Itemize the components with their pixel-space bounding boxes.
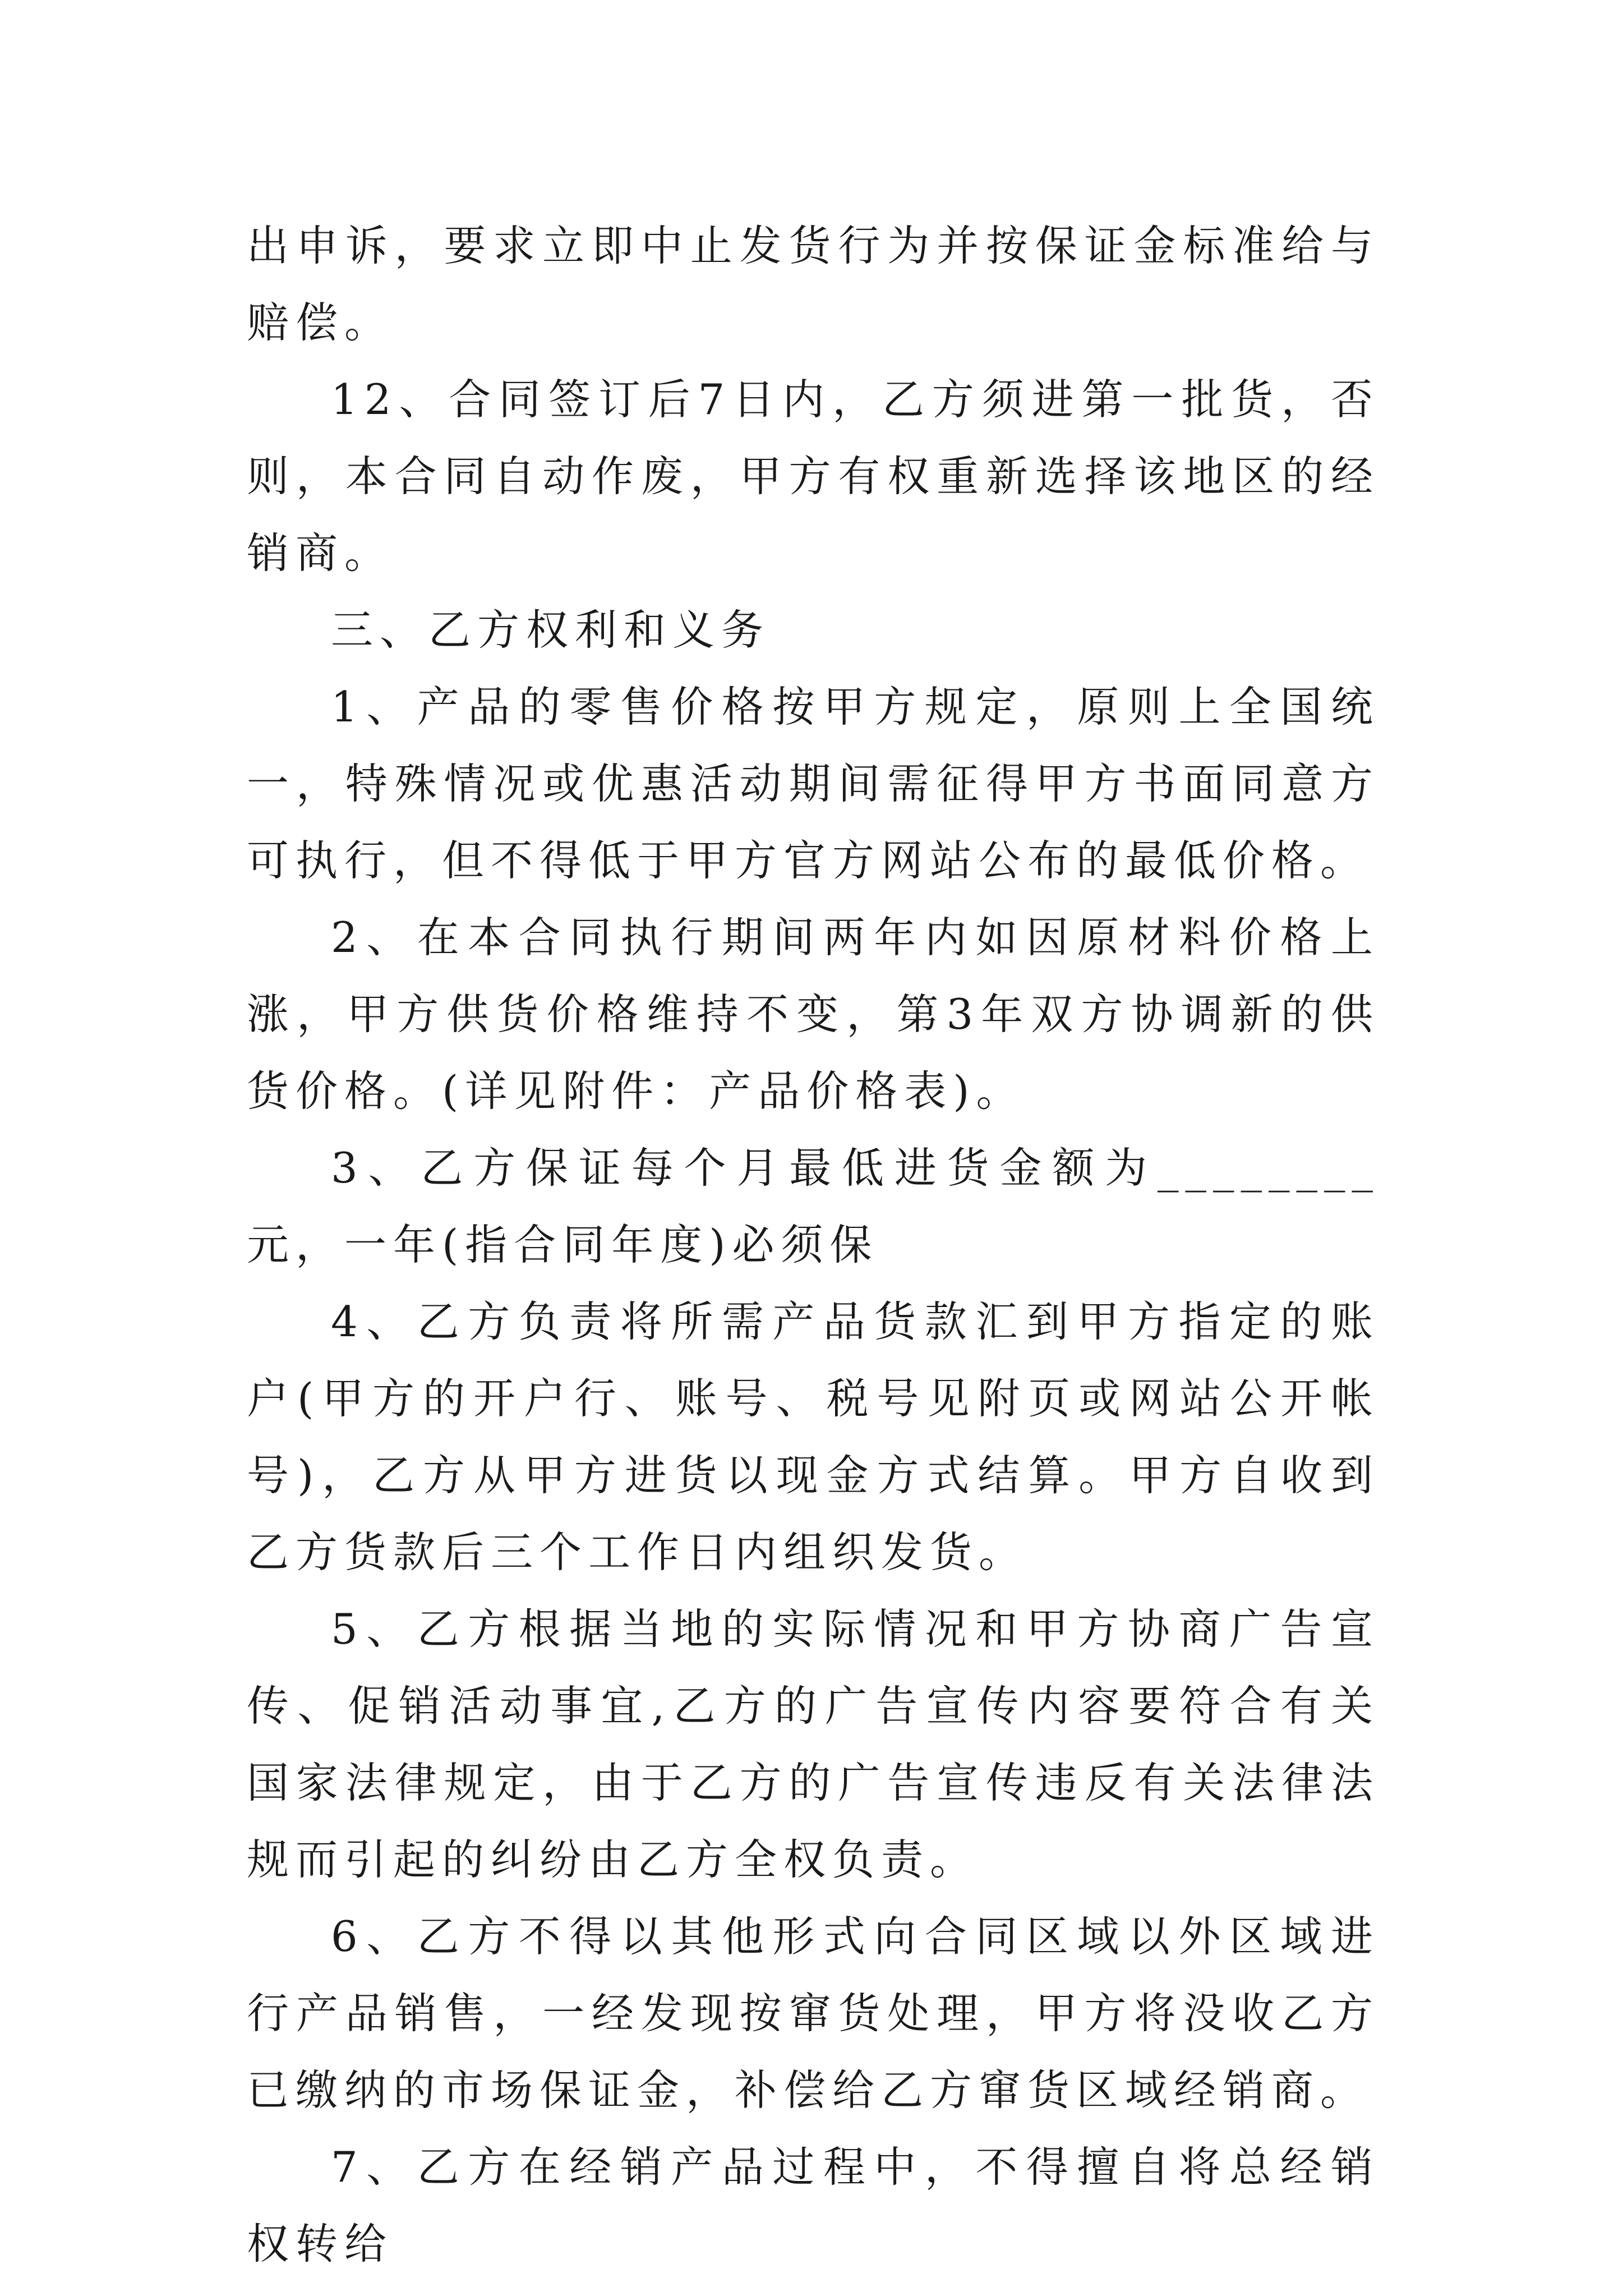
paragraph-clause-b7: 7、乙方在经销产品过程中，不得擅自将总经销权转给 [247,2142,1380,2269]
paragraph-clause-b4: 4、乙方负责将所需产品货款汇到甲方指定的账户(甲方的开户行、账号、税号见附页或网站公开帐号)，乙方从甲方进货以现金方式结算。甲方自收到乙方货款后三个工作日内组织发货。 [247,1297,1380,1577]
paragraph-clause-b1: 1、产品的零售价格按甲方规定，原则上全国统一，特殊情况或优惠活动期间需征得甲方书面同意方可执行，但不得低于甲方官方网站公布的最低价格。 [247,682,1380,885]
paragraph-clause-b6: 6、乙方不得以其他形式向合同区域以外区域进行产品销售，一经发现按窜货处理，甲方将没收乙方已缴纳的市场保证金，补偿给乙方窜货区域经销商。 [247,1912,1380,2115]
document-page [247,208,1380,2283]
paragraph-clause-b5: 5、乙方根据当地的实际情况和甲方协商广告宣传、促销活动事宜,乙方的广告宣传内容要符合有关国家法律规定，由于乙方的广告宣传违反有关法律法规而引起的纠纷由乙方全权负责。 [247,1604,1380,1884]
section-heading-party-b-rights: 三、乙方权利和义务 [331,605,771,655]
paragraph-clause-b3: 3、乙方保证每个月最低进货金额为________元，一年(指合同年度)必须保 [247,1143,1380,1269]
paragraph-clause-b2: 2、在本合同执行期间两年内如因原材料价格上涨，甲方供货价格维持不变，第3年双方协调新的供货价格。(详见附件：产品价格表)。 [247,913,1380,1116]
paragraph-clause-12: 12、合同签订后7日内，乙方须进第一批货，否则，本合同自动作废，甲方有权重新选择该地区的经销商。 [247,375,1380,578]
paragraph-complaint-continuation: 出申诉，要求立即中止发货行为并按保证金标准给与赔偿。 [247,221,1380,347]
